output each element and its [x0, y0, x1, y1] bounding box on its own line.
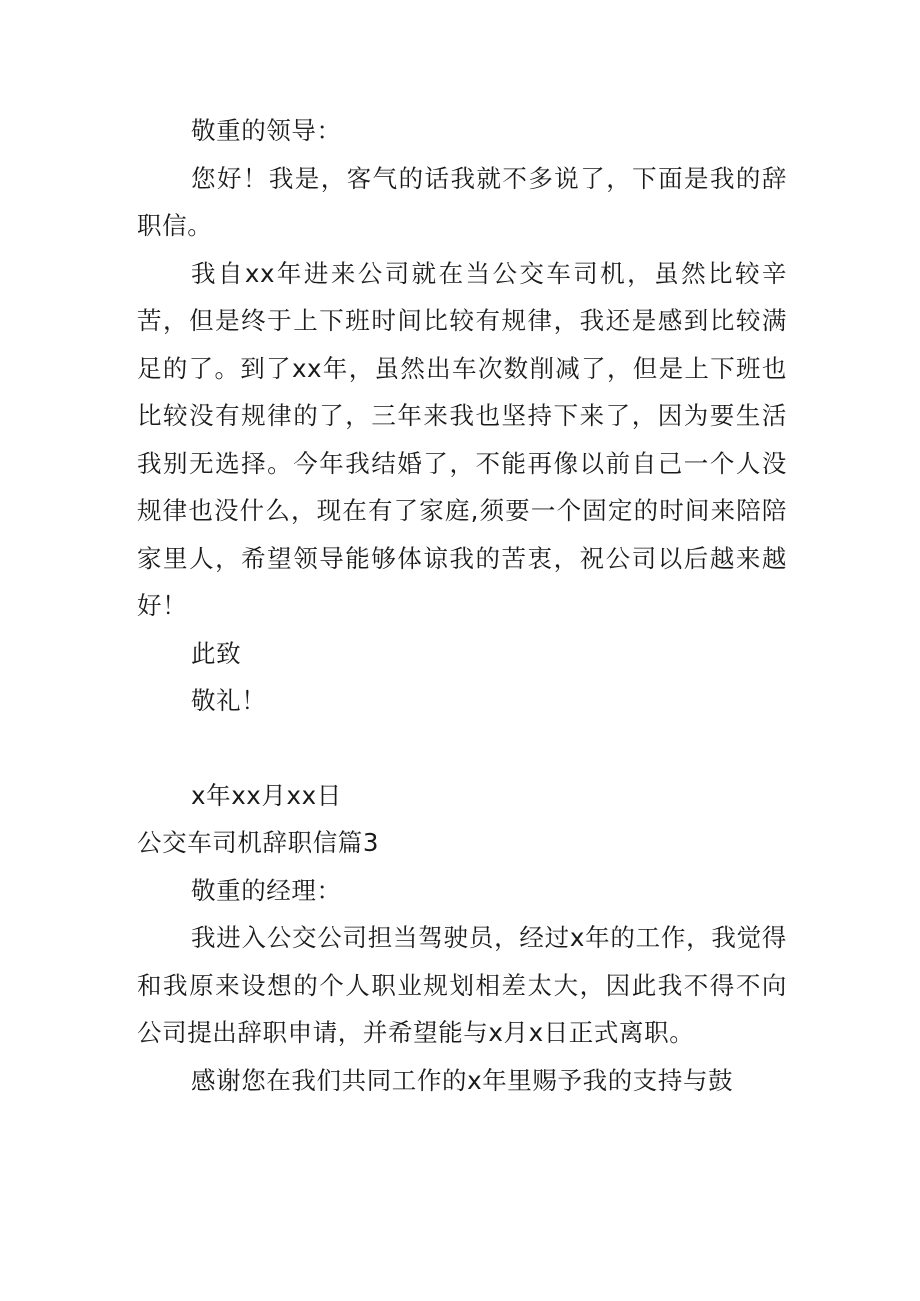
letter1-closing-2: 敬礼！	[191, 686, 267, 715]
letter3-heading: 公交车司机辞职信篇3	[137, 828, 380, 857]
blank-line	[137, 725, 787, 772]
letter1-paragraph-2: 我自xx年进来公司就在当公交车司机，虽然比较辛苦，但是终于上下班时间比较有规律，我还是感到比较满足的了。到了xx年，虽然出车次数削减了，但是上下班也比较没有规律的了，三年来我也坚持下来了，因为要生活我别无选择。今年我结婚了，不能再像以前自己一个人没规律也没什么，现在有了家庭,须要一个固定的时间来陪陪家里人，希望领导能够体谅我的苦衷，祝公司以后越来越好！	[137, 258, 787, 620]
letter3-paragraph-2: 感谢您在我们共同工作的x年里赐予我的支持与鼓	[191, 1065, 734, 1095]
letter3-salutation: 敬重的经理：	[191, 875, 342, 905]
letter1-date: x年xx月xx日	[191, 780, 342, 810]
letter1-salutation: 敬重的领导：	[191, 116, 342, 145]
document-body	[137, 107, 787, 1104]
letter3-paragraph-1: 我进入公交公司担当驾驶员，经过x年的工作，我觉得和我原来设想的个人职业规划相差太大，因此我不得不向公司提出辞职申请，并希望能与x月x日正式离职。	[137, 923, 787, 1047]
letter1-closing-1: 此致	[191, 638, 242, 668]
letter1-paragraph-1: 您好！我是，客气的话我就不多说了，下面是我的辞职信。	[137, 163, 787, 240]
